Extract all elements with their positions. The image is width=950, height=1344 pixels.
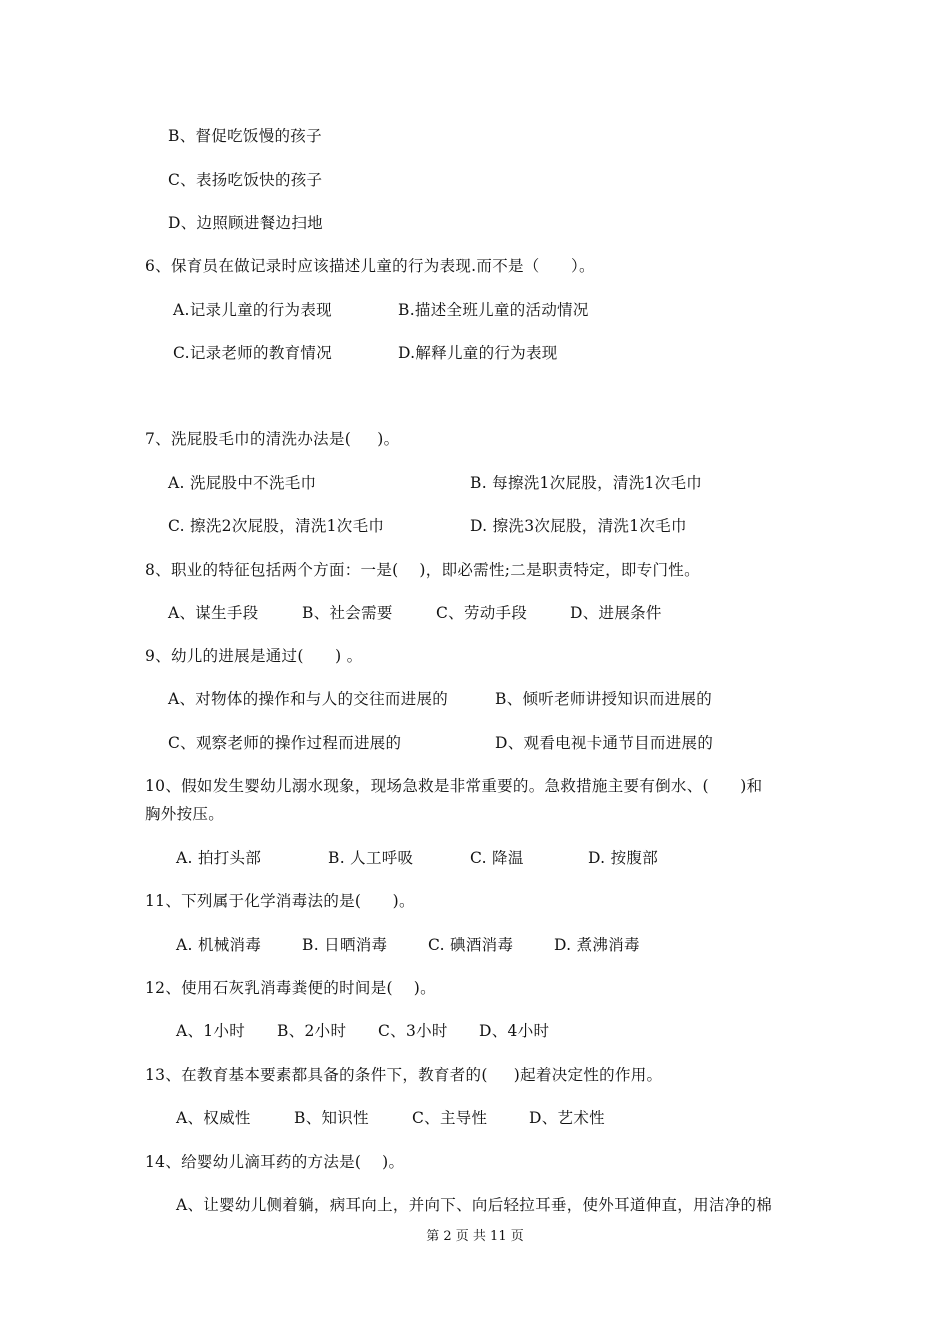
q9-option-b: B、倾听老师讲授知识而进展的 [495, 690, 713, 708]
q13-option-d: D、艺术性 [529, 1109, 605, 1127]
q10-option-b: B. 人工呼吸 [328, 849, 414, 867]
q13-stem: 13、在教育基本要素都具备的条件下，教育者的( )起着决定性的作用。 [145, 1066, 663, 1084]
q7-option-a: A. 洗屁股中不洗毛巾 [168, 474, 317, 492]
q10-option-c: C. 降温 [470, 849, 524, 867]
q12-stem: 12、使用石灰乳消毒粪便的时间是( )。 [145, 979, 436, 997]
q9-option-a: A、对物体的操作和与人的交往而进展的 [168, 690, 449, 708]
q9-option-c: C、观察老师的操作过程而进展的 [168, 734, 402, 752]
q8-stem: 8、职业的特征包括两个方面：一是( )，即必需性;二是职责特定，即专门性。 [145, 561, 700, 579]
q8-option-c: C、劳动手段 [436, 604, 528, 622]
q8-option-a: A、谋生手段 [168, 604, 259, 622]
q13-option-a: A、权威性 [176, 1109, 251, 1127]
q6-option-a: A.记录儿童的行为表现 [173, 301, 332, 319]
q5-option-b: B、督促吃饭慢的孩子 [168, 127, 322, 145]
q12-option-a: A、1小时 [176, 1022, 246, 1040]
q5-option-c: C、表扬吃饭快的孩子 [168, 171, 323, 189]
q7-option-d: D. 擦洗3次屁股，清洗1次毛巾 [470, 517, 687, 535]
q8-option-b: B、社会需要 [302, 604, 393, 622]
q12-option-b: B、2小时 [277, 1022, 347, 1040]
q10-option-d: D. 按腹部 [588, 849, 659, 867]
q6-option-b: B.描述全班儿童的活动情况 [398, 301, 589, 319]
q10-stem-line1: 10、假如发生婴幼儿溺水现象，现场急救是非常重要的。急救措施主要有倒水、( )和 [145, 777, 763, 795]
q7-option-b: B. 每擦洗1次屁股，清洗1次毛巾 [470, 474, 703, 492]
q13-option-c: C、主导性 [412, 1109, 488, 1127]
page-footer: 第 2 页 共 11 页 [426, 1229, 524, 1244]
q9-option-d: D、观看电视卡通节目而进展的 [495, 734, 714, 752]
q7-stem: 7、洗屁股毛巾的清洗办法是( )。 [145, 430, 400, 448]
q12-option-d: D、4小时 [479, 1022, 550, 1040]
q9-stem: 9、幼儿的进展是通过( ) 。 [145, 647, 363, 665]
q5-option-d: D、边照顾进餐边扫地 [168, 214, 323, 232]
q11-stem: 11、下列属于化学消毒法的是( )。 [145, 892, 415, 910]
q6-stem: 6、保育员在做记录时应该描述儿童的行为表现.而不是（ ）。 [145, 257, 595, 275]
q6-option-c: C.记录老师的教育情况 [173, 344, 333, 362]
q13-option-b: B、知识性 [294, 1109, 369, 1127]
q10-option-a: A. 拍打头部 [176, 849, 262, 867]
q10-stem-line2: 胸外按压。 [145, 805, 225, 823]
q11-option-a: A. 机械消毒 [176, 936, 262, 954]
q11-option-d: D. 煮沸消毒 [554, 936, 640, 954]
q11-option-c: C. 碘酒消毒 [428, 936, 514, 954]
q8-option-d: D、进展条件 [570, 604, 662, 622]
q14-option-a: A、让婴幼儿侧着躺，病耳向上，并向下、向后轻拉耳垂，使外耳道伸直，用洁净的棉 [176, 1196, 773, 1214]
q14-stem: 14、给婴幼儿滴耳药的方法是( )。 [145, 1153, 405, 1171]
q11-option-b: B. 日晒消毒 [302, 936, 388, 954]
q12-option-c: C、3小时 [378, 1022, 448, 1040]
q6-option-d: D.解释儿童的行为表现 [398, 344, 558, 362]
q7-option-c: C. 擦洗2次屁股，清洗1次毛巾 [168, 517, 385, 535]
